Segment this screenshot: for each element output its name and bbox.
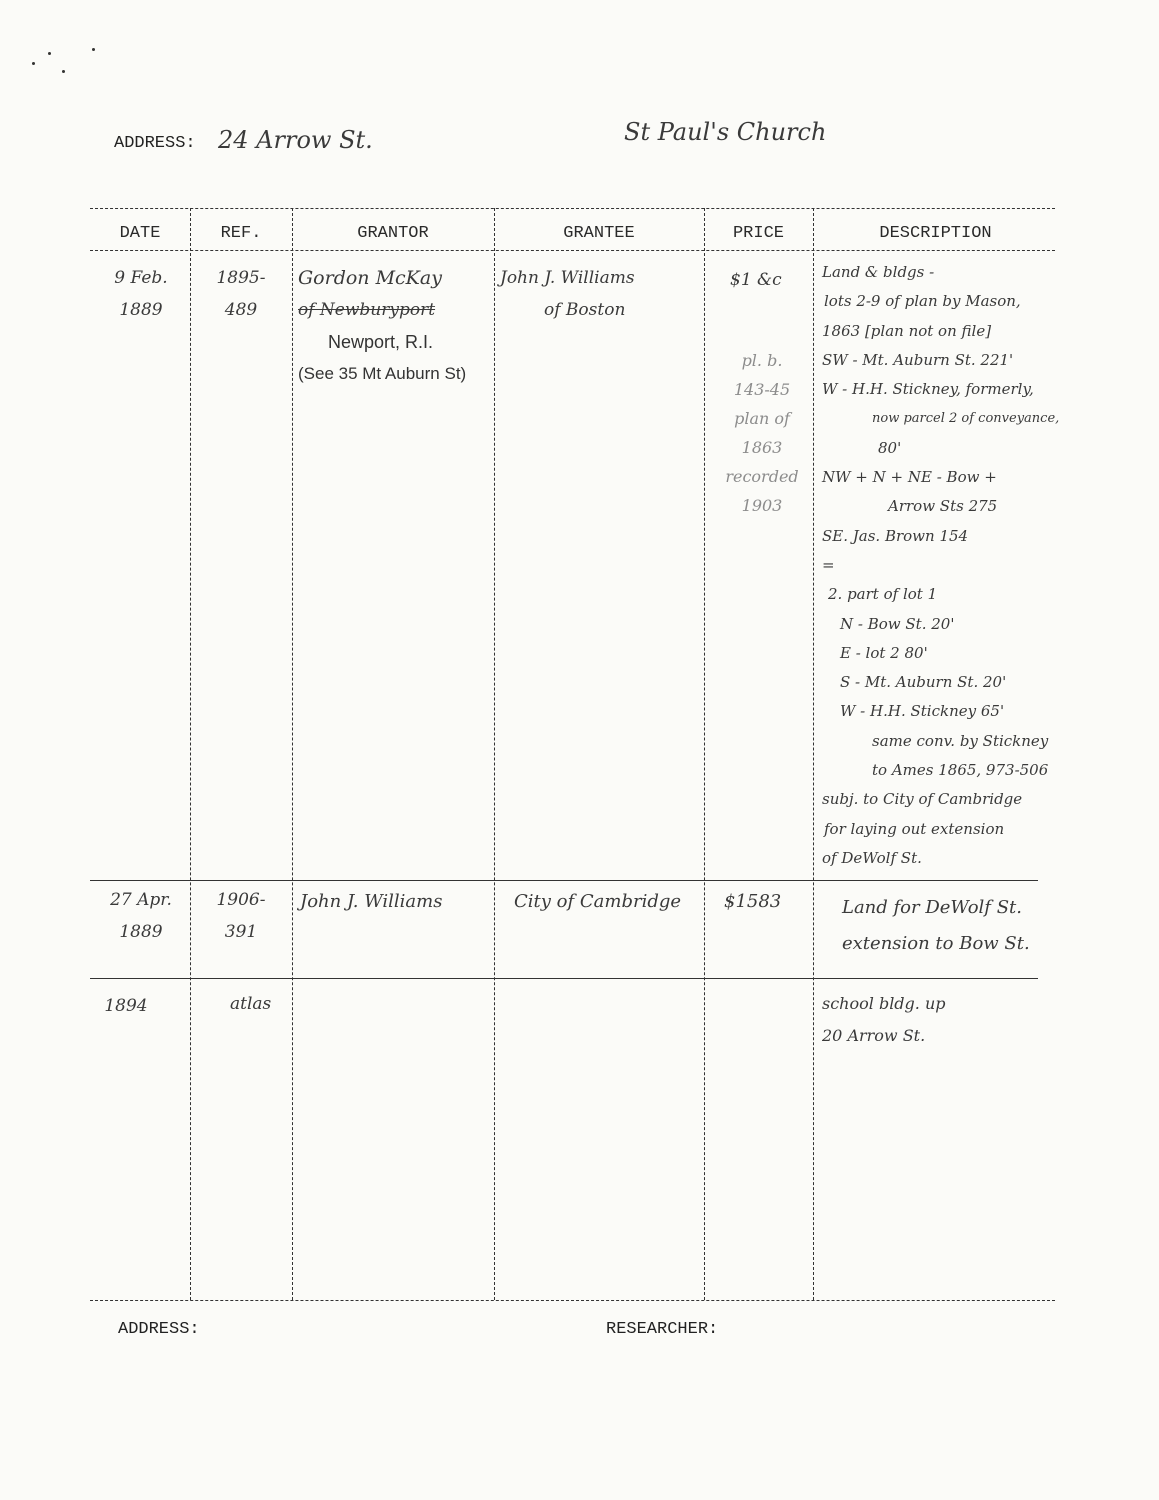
- footer-address-label: ADDRESS:: [118, 1320, 200, 1339]
- column-header-grantor: GRANTOR: [357, 224, 429, 243]
- row2-description: Land for DeWolf St. extension to Bow St.: [842, 897, 1030, 954]
- column-header-date: DATE: [119, 224, 161, 243]
- row2-price: $1583: [724, 891, 782, 912]
- row1-description: Land & bldgs - lots 2-9 of plan by Mason, 1863 [plan not on file] SW - Mt. Auburn St. 221' W - H.H. Stickney, formerly, now parcel 2 of conveyance, 80' NW + N + NE - Bow + Arrow Sts 275 SE. Jas. Brown 154 = 2. part of lot 1 N - Bow St. 20' E - lot 2 80' S - Mt. Auburn St. 20' W - H.H. Stickney 65' same conv. by Stickney to Ames 1865, 973-506 subj. to City of Cambridge for laying out extension of DeWolf St.: [822, 263, 1060, 867]
- column-header-grantee: GRANTEE: [563, 224, 635, 243]
- row1-date: 9 Feb. 1889: [114, 268, 168, 320]
- row3-ref: atlas: [230, 994, 272, 1014]
- col-divider-grantor: [494, 208, 495, 1300]
- col-divider-ref: [292, 208, 293, 1300]
- column-header-price: PRICE: [732, 224, 784, 243]
- col-divider-grantee: [704, 208, 705, 1300]
- column-header-description: DESCRIPTION: [879, 224, 992, 243]
- col-divider-date: [190, 208, 191, 1300]
- table-header-rule: [90, 250, 1055, 251]
- row3-description: school bldg. up 20 Arrow St.: [822, 994, 946, 1045]
- paper-specks: [30, 40, 100, 80]
- row1-grantee: John J. Williams of Boston: [500, 268, 635, 320]
- row2-grantee: City of Cambridge: [514, 891, 682, 912]
- row1-price-notes: pl. b. 143-45 plan of 1863 recorded 1903: [725, 351, 799, 515]
- row1-price: $1 &c: [730, 270, 782, 290]
- header-title-note: St Paul's Church: [624, 118, 827, 146]
- row3-date: 1894: [104, 996, 148, 1016]
- header-address-value: 24 Arrow St.: [218, 126, 373, 154]
- row2-grantor: John J. Williams: [300, 891, 443, 912]
- header-address-label: ADDRESS:: [114, 134, 196, 153]
- table-top-rule: [90, 208, 1055, 209]
- table-bottom-rule: [90, 1300, 1055, 1301]
- column-header-ref: REF.: [220, 224, 262, 243]
- footer-researcher-label: RESEARCHER:: [606, 1320, 719, 1339]
- row-divider-1: [90, 880, 1038, 881]
- row2-ref: 1906- 391: [216, 890, 266, 942]
- row-divider-2: [90, 978, 1038, 979]
- row2-date: 27 Apr. 1889: [110, 890, 172, 942]
- row1-grantor: Gordon McKay of Newburyport Newport, R.I. (See 35 Mt Auburn St): [298, 267, 467, 383]
- col-divider-price: [813, 208, 814, 1300]
- row1-ref: 1895- 489: [216, 268, 266, 320]
